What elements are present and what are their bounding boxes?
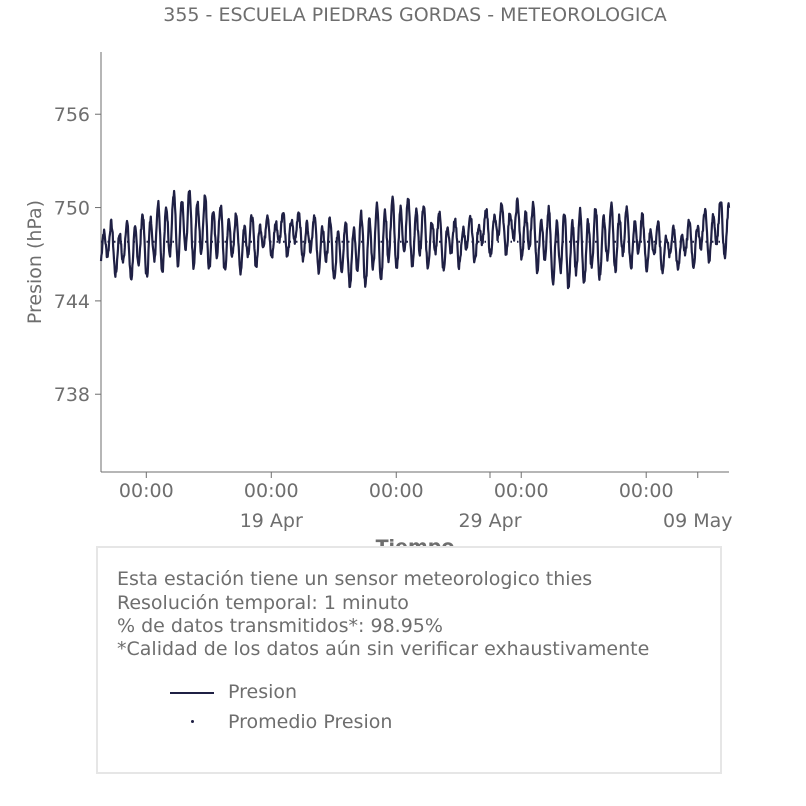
- y-ticks: [54, 104, 101, 406]
- x-tick-date-label: 29 Apr: [458, 510, 522, 532]
- info-box: [96, 546, 722, 774]
- y-tick-label: 750: [53, 197, 90, 220]
- y-tick-label: 756: [53, 104, 90, 127]
- legend-item-presion: [170, 681, 570, 705]
- info-quality-text: *Calidad de los datos aún sin verificar exhaustivamente: [117, 638, 650, 660]
- pressure-series-line: [101, 191, 729, 288]
- x-tick-time-label: 00:00: [118, 480, 174, 502]
- y-tick-label: 744: [53, 290, 90, 313]
- x-tick-time-label: 00:00: [493, 480, 549, 502]
- x-tick-time-label: 00:00: [243, 480, 299, 502]
- x-ticks: [119, 472, 733, 532]
- x-tick-time-label: 00:00: [368, 480, 424, 502]
- legend-dot-icon: [191, 720, 194, 723]
- info-sensor-text: Esta estación tiene un sensor meteorologico thies: [117, 568, 593, 590]
- y-tick-label: 738: [53, 384, 90, 407]
- legend-line-icon: [170, 692, 214, 694]
- legend-label: Promedio Presion: [228, 711, 393, 733]
- y-axis-label: Presion (hPa): [24, 199, 46, 325]
- legend-label: Presion: [228, 681, 298, 703]
- x-tick-date-label: 09 May: [663, 510, 733, 532]
- info-resolution-text: Resolución temporal: 1 minuto: [117, 592, 409, 614]
- x-tick-date-label: 19 Apr: [239, 510, 303, 532]
- x-tick-time-label: 00:00: [618, 480, 674, 502]
- plot-area: [54, 52, 733, 532]
- legend-item-promedio: [170, 711, 570, 735]
- info-transmitted-text: % de datos transmitidos*: 98.95%: [117, 615, 443, 637]
- chart-title: 355 - ESCUELA PIEDRAS GORDAS - METEOROLOGICA: [163, 4, 667, 26]
